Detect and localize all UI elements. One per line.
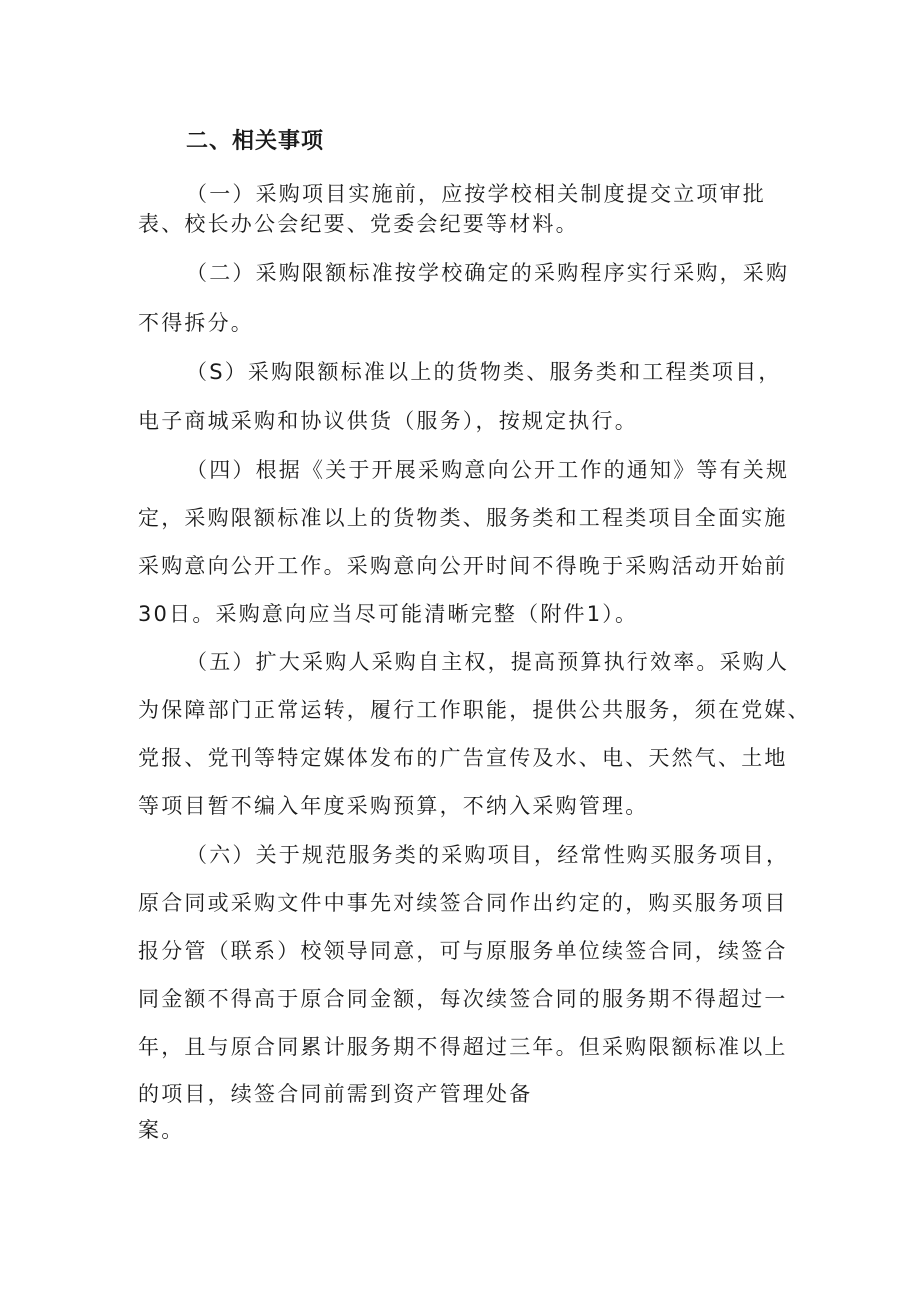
section-heading: 二、相关事项 bbox=[186, 129, 325, 154]
paragraph-4-line-4: 30日。采购意向应当尽可能清晰完整（附件1）。 bbox=[138, 602, 639, 626]
paragraph-2-line-1: （二）采购限额标准按学校确定的采购程序实行采购，采购 bbox=[186, 261, 790, 285]
paragraph-6-line-2: 原合同或采购文件中事先对续签合同作出约定的，购买服务项目 bbox=[138, 891, 788, 915]
paragraph-4-line-1: （四）根据《关于开展采购意向公开工作的通知》等有关规 bbox=[186, 458, 790, 482]
paragraph-3-line-2: 电子商城采购和协议供货（服务），按规定执行。 bbox=[138, 409, 638, 433]
paragraph-2-line-2: 不得拆分。 bbox=[138, 311, 254, 335]
paragraph-3-line-1: （S）采购限额标准以上的货物类、服务类和工程类项目， bbox=[186, 360, 782, 384]
paragraph-6-line-7: 案。 bbox=[138, 1118, 185, 1142]
paragraph-6-line-5: 年，且与原合同累计服务期不得超过三年。但采购限额标准以上 bbox=[138, 1035, 788, 1059]
paragraph-1-line-2: 表、校长办公会纪要、党委会纪要等材料。 bbox=[138, 212, 579, 236]
paragraph-6-line-6: 的项目，续签合同前需到资产管理处备 bbox=[138, 1082, 533, 1106]
paragraph-5-line-3: 党报、党刊等特定媒体发布的广告宣传及水、电、天然气、土地 bbox=[138, 746, 788, 770]
paragraph-6-line-4: 同金额不得高于原合同金额，每次续签合同的服务期不得超过一 bbox=[138, 987, 788, 1011]
paragraph-5-line-4: 等项目暂不编入年度采购预算，不纳入采购管理。 bbox=[138, 794, 649, 818]
paragraph-1-line-1: （一）采购项目实施前，应按学校相关制度提交立项审批 bbox=[186, 182, 766, 206]
paragraph-5-line-1: （五）扩大采购人采购自主权，提高预算执行效率。采购人 bbox=[186, 650, 790, 674]
paragraph-5-line-2: 为保障部门正常运转，履行工作职能，提供公共服务，须在党媒、 bbox=[138, 698, 811, 722]
paragraph-4-line-3: 采购意向公开工作。采购意向公开时间不得晚于采购活动开始前 bbox=[138, 554, 788, 578]
paragraph-6-line-1: （六）关于规范服务类的采购项目，经常性购买服务项目， bbox=[186, 843, 790, 867]
paragraph-4-line-2: 定，采购限额标准以上的货物类、服务类和工程类项目全面实施 bbox=[138, 506, 788, 530]
paragraph-6-line-3: 报分管（联系）校领导同意，可与原服务单位续签合同，续签合 bbox=[138, 939, 788, 963]
